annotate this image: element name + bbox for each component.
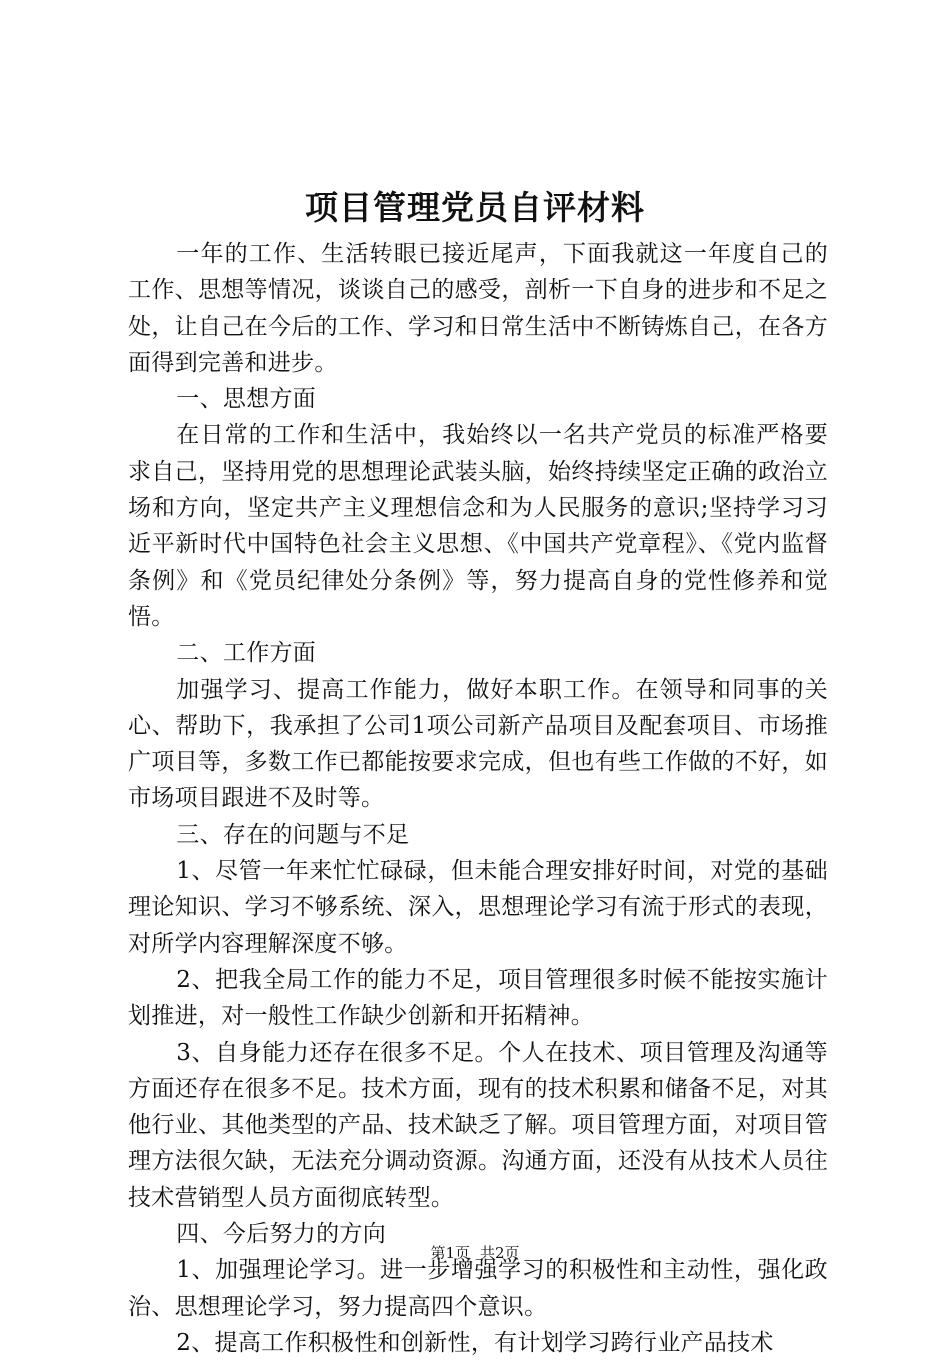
- document-title: 项目管理党员自评材料: [305, 188, 645, 227]
- document-body: [128, 236, 828, 1361]
- paragraph-intro: 一年的工作、生活转眼已接近尾声，下面我就这一年度自己的工作、思想等情况，谈谈自己的感受，剖析一下自身的进步和不足之处，让自己在今后的工作、学习和日常生活中不断铸炼自己，在各方面得到完善和进步。: [128, 241, 828, 376]
- section-heading-problems: 三、存在的问题与不足: [176, 821, 410, 848]
- paragraph-problem-1: 1、尽管一年来忙忙碌碌，但未能合理安排好时间，对党的基础理论知识、学习不够系统、深入，思想理论学习有流于形式的表现，对所学内容理解深度不够。: [128, 858, 828, 957]
- page-footer: [0, 1242, 950, 1264]
- section-heading-direction: 四、今后努力的方向: [176, 1221, 386, 1248]
- paragraph-work: 加强学习、提高工作能力，做好本职工作。在领导和同事的关心、帮助下，我承担了公司1项公司新产品项目及配套项目、市场推广项目等，多数工作已都能按要求完成，但也有些工作做的不好，如市场项目跟进不及时等。: [128, 676, 828, 812]
- paragraph-thought: 在日常的工作和生活中，我始终以一名共产党员的标准严格要求自己，坚持用党的思想理论武装头脑，始终持续坚定正确的政治立场和方向，坚定共产主义理想信念和为人民服务的意识;坚持学习习近平新时代中国特色社会主义思想、《中国共产党章程》、《党内监督条例》和《党员纪律处分条例》等，努力提高自身的党性修养和觉悟。: [128, 422, 828, 630]
- paragraph-direction-2: 2、提高工作积极性和创新性，有计划学习跨行业产品技术: [176, 1329, 774, 1356]
- section-heading-work: 二、工作方面: [176, 640, 317, 667]
- section-heading-thought: 一、思想方面: [176, 386, 317, 413]
- page-total: 共2页: [480, 1244, 520, 1262]
- paragraph-problem-2: 2、把我全局工作的能力不足，项目管理很多时候不能按实施计划推进，对一般性工作缺少创新和开拓精神。: [128, 966, 828, 1030]
- paragraph-problem-3: 3、自身能力还存在很多不足。个人在技术、项目管理及沟通等方面还存在很多不足。技术方面，现有的技术积累和储备不足，对其他行业、其他类型的产品、技术缺乏了解。项目管理方面，对项目管理方法很欠缺，无法充分调动资源。沟通方面，还没有从技术人员往技术营销型人员方面彻底转型。: [128, 1039, 828, 1211]
- paragraph-direction-1: 1、加强理论学习。进一步增强学习的积极性和主动性，强化政治、思想理论学习，努力提高四个意识。: [128, 1257, 828, 1320]
- page-number: 第1页: [430, 1244, 470, 1262]
